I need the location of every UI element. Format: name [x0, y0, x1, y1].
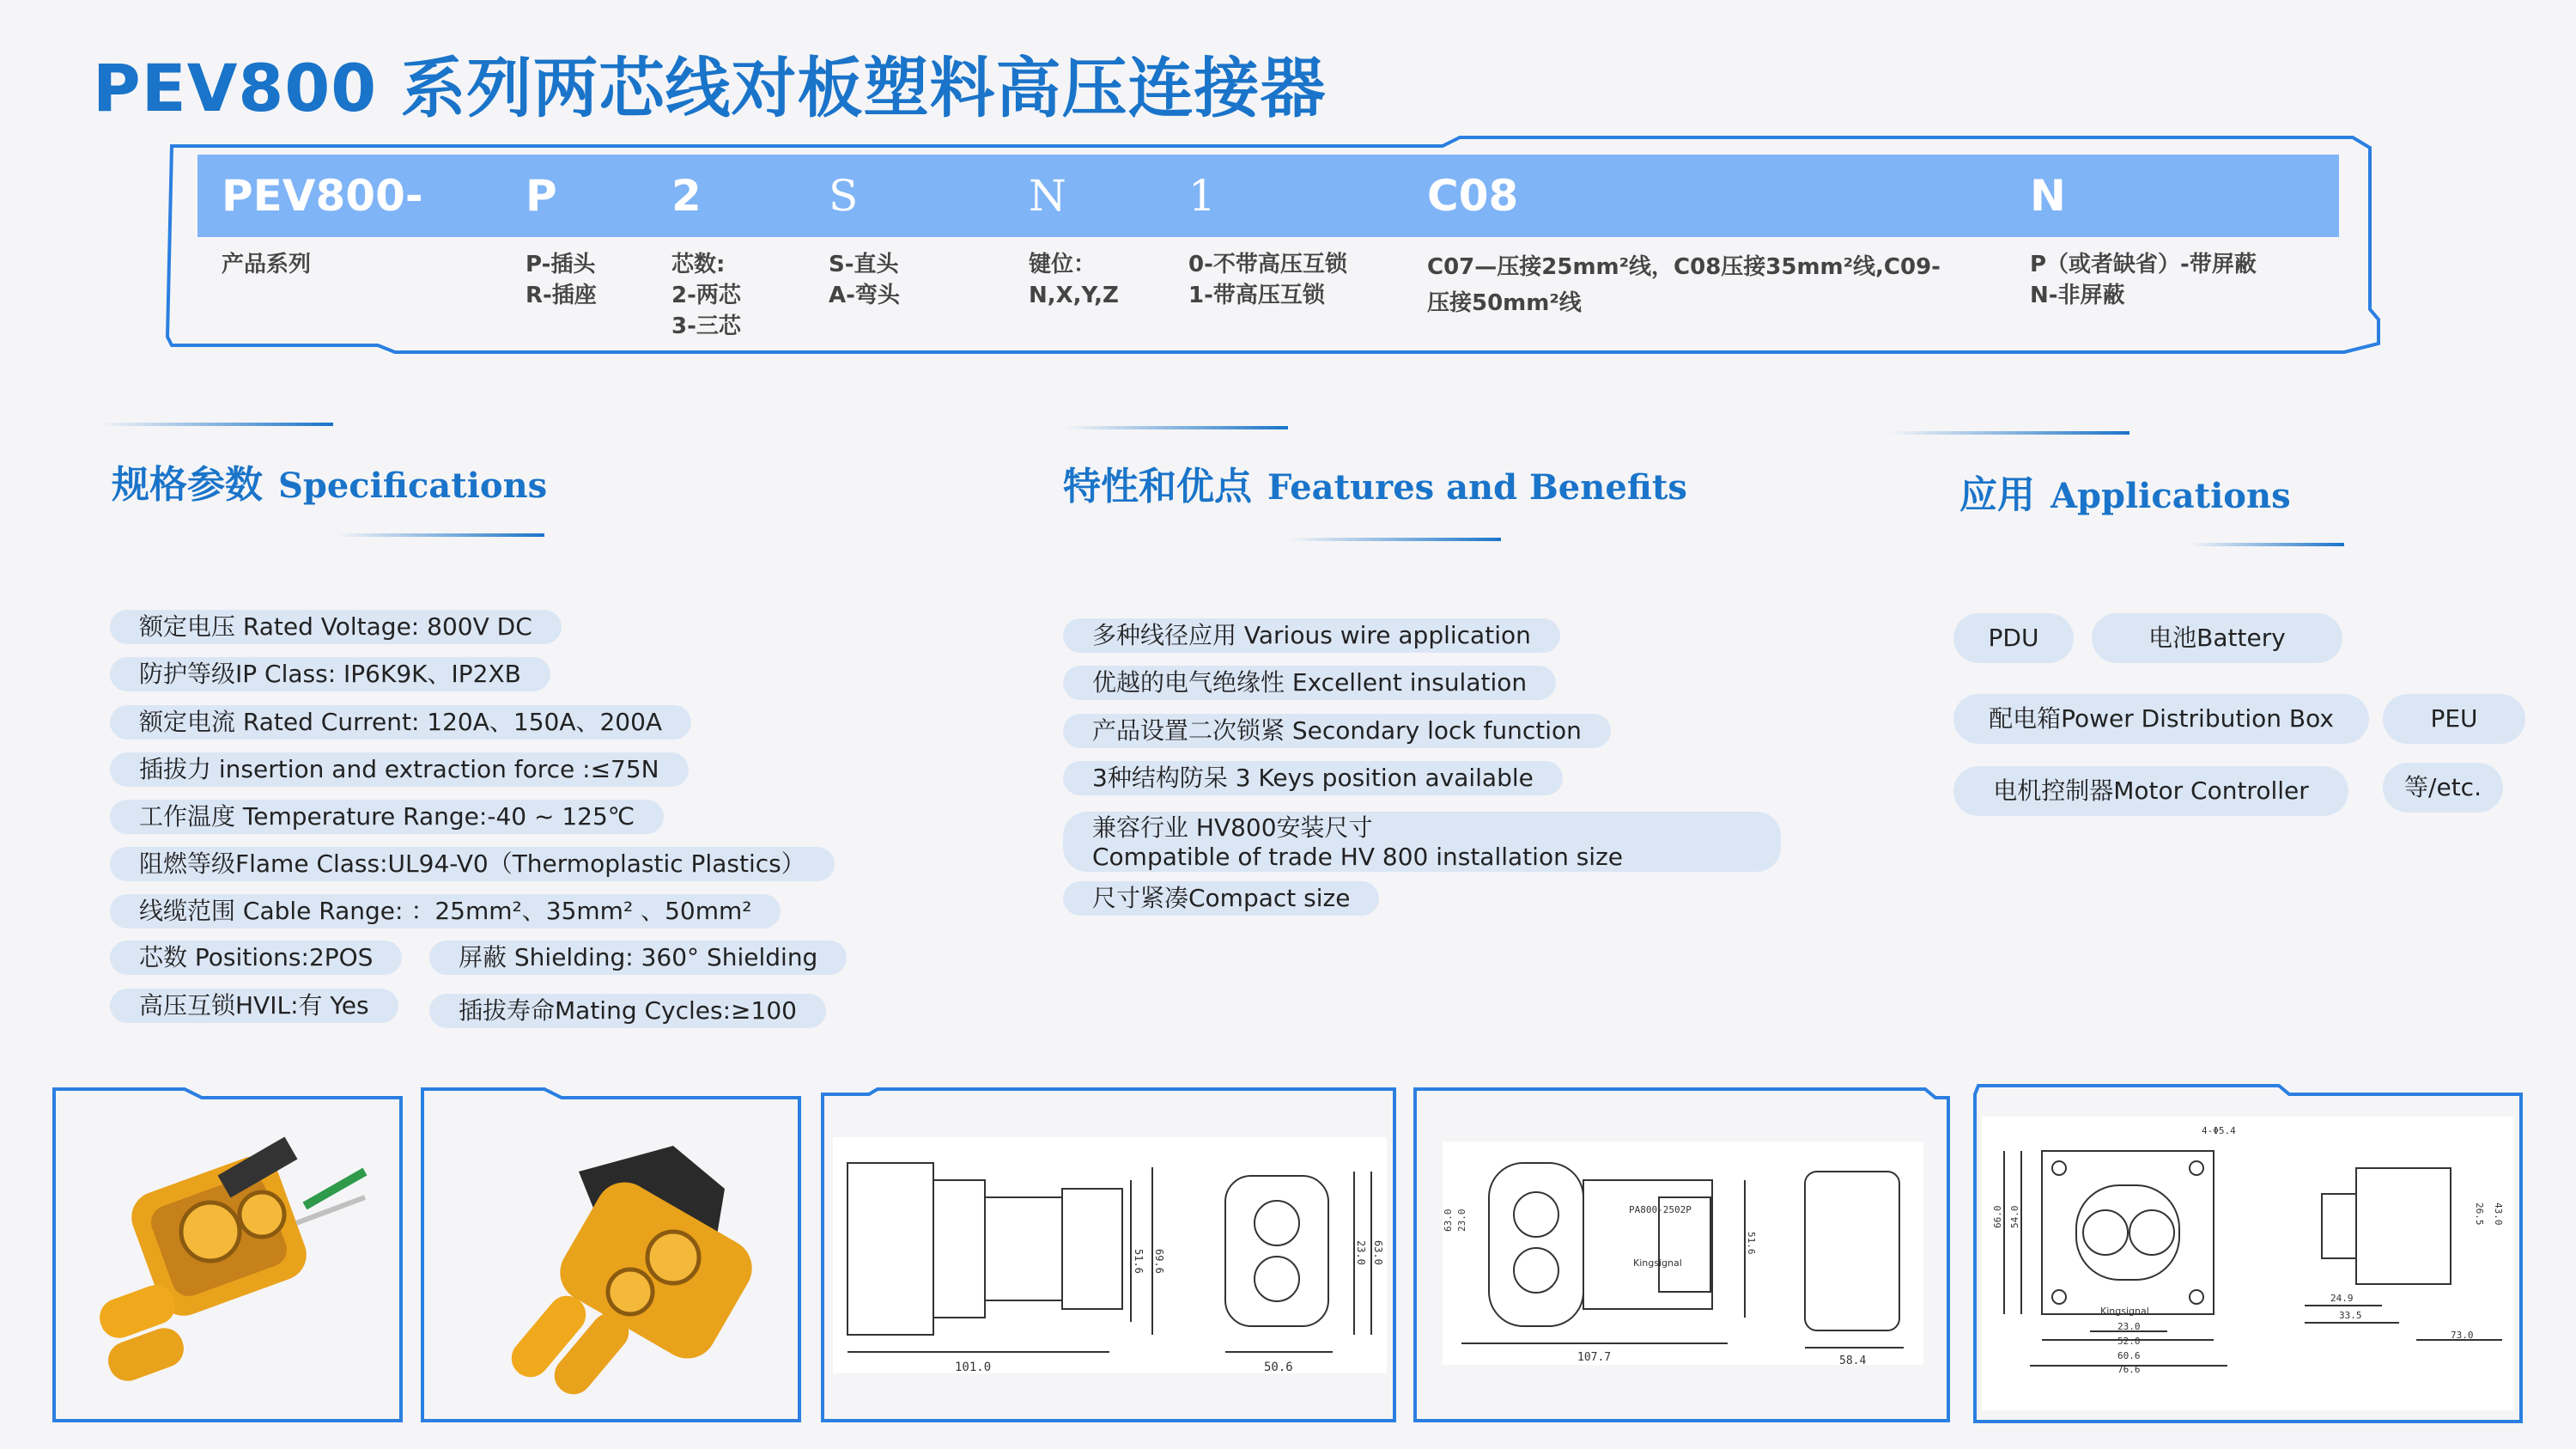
spec-item: 芯数 Positions:2POS: [110, 941, 402, 975]
features-rule-bottom: [1288, 538, 1501, 541]
brand-label: Kingsignal: [1633, 1257, 1682, 1269]
app-item: 电池Battery: [2092, 613, 2342, 663]
specs-rule-top: [100, 423, 333, 426]
feature-item: 产品设置二次锁紧 Secondary lock function: [1063, 714, 1611, 748]
apps-rule-bottom: [2190, 543, 2344, 546]
dim-label: 107.7: [1577, 1351, 1612, 1364]
specs-rule-bottom: [335, 533, 544, 537]
desc-positions: 芯数: 2-两芯 3-三芯: [671, 252, 741, 339]
dim-label: 63.0: [1443, 1209, 1454, 1232]
desc-orientation: S-直头 A-弯头: [829, 252, 900, 308]
spec-item: 插拔寿命Mating Cycles:≥100: [429, 994, 826, 1028]
dim-label: 51.6: [1746, 1232, 1757, 1255]
spec-item: 屏蔽 Shielding: 360° Shielding: [429, 941, 847, 975]
dim-label: 4-Φ5.4: [2202, 1125, 2236, 1136]
code-series: PEV800-: [222, 171, 423, 221]
dim-label: 52.0: [2117, 1336, 2141, 1347]
product-photo-1: [47, 1086, 408, 1425]
code-positions: 2: [671, 171, 702, 221]
code-hvil: 1: [1188, 171, 1216, 221]
dim-label: 101.0: [955, 1361, 992, 1374]
spec-item: 防护等级IP Class: IP6K9K、IP2XB: [110, 657, 550, 691]
dim-label: 26.5: [2474, 1202, 2485, 1226]
dim-label: 24.9: [2330, 1293, 2354, 1304]
dim-label: 73.0: [2451, 1330, 2474, 1341]
feature-item: 多种线径应用 Various wire application: [1063, 618, 1560, 653]
desc-hvil: 0-不带高压互锁 1-带高压互锁: [1188, 252, 1347, 308]
dim-label: 66.0: [1992, 1205, 2003, 1228]
part-number-label: PA800-2502P: [1629, 1204, 1692, 1215]
apps-heading: [1959, 464, 2291, 519]
dim-label: 51.6: [1133, 1249, 1145, 1274]
code-bar: [197, 155, 2339, 237]
app-item: 电机控制器Motor Controller: [1953, 766, 2348, 816]
dim-label: 76.6: [2117, 1364, 2141, 1375]
spec-item: 高压互锁HVIL:有 Yes: [110, 989, 398, 1023]
dim-label: 69.6: [1153, 1249, 1165, 1274]
technical-drawing-2: [1410, 1086, 1955, 1425]
dim-label: 54.0: [2009, 1205, 2020, 1228]
desc-key: 键位： N,X,Y,Z: [1029, 252, 1119, 308]
desc-crimp: C07—压接25mm²线，C08压接35mm²线,C09- 压接50mm²线: [1427, 254, 1941, 316]
feature-item: 尺寸紧凑Compact size: [1063, 881, 1379, 916]
page-title: PEV800 系列两芯线对板塑料高压连接器: [93, 50, 1327, 126]
dim-label: 50.6: [1264, 1361, 1293, 1374]
spec-item: 插拔力 insertion and extraction force :≤75N: [110, 752, 689, 787]
spec-item: 线缆范围 Cable Range: ：25mm²、35mm² 、50mm²: [110, 894, 781, 928]
features-heading-cn: 特性和优点: [1063, 465, 1252, 508]
app-item: 配电箱Power Distribution Box: [1953, 694, 2369, 744]
dim-label: 23.0: [1456, 1209, 1467, 1232]
desc-type: P-插头 R-插座: [526, 252, 597, 308]
dim-label: 60.6: [2117, 1350, 2141, 1361]
dim-label: 63.0: [1372, 1240, 1384, 1265]
features-heading-en: Features and Benefits: [1267, 467, 1687, 508]
desc-shield: P（或者缺省）-带屏蔽 N-非屏蔽: [2030, 252, 2257, 308]
specs-heading-en: Specifications: [278, 466, 548, 506]
code-type: P: [526, 171, 557, 221]
dim-label: 23.0: [2117, 1321, 2141, 1332]
app-item: PDU: [1953, 613, 2074, 663]
feature-item: 优越的电气绝缘性 Excellent insulation: [1063, 666, 1556, 700]
features-heading: [1063, 455, 1687, 510]
product-photo-2: [416, 1086, 806, 1425]
specs-heading: [112, 454, 547, 508]
brand-label: Kingsignal: [2100, 1306, 2149, 1317]
desc-series: 产品系列: [222, 252, 312, 277]
app-item: PEU: [2383, 694, 2525, 744]
dim-label: 23.0: [1355, 1240, 1367, 1265]
apps-heading-cn: 应用: [1959, 473, 2035, 517]
dim-label: 58.4: [1839, 1355, 1867, 1367]
dim-label: 33.5: [2339, 1310, 2362, 1321]
technical-drawing-1: [817, 1086, 1401, 1425]
spec-item: 额定电流 Rated Current: 120A、150A、200A: [110, 705, 691, 740]
apps-heading-en: Applications: [2050, 476, 2291, 516]
app-item: 等/etc.: [2383, 763, 2503, 813]
code-orientation: S: [829, 171, 859, 221]
specs-heading-cn: 规格参数: [112, 463, 263, 507]
dim-label: 43.0: [2493, 1202, 2504, 1226]
spec-item: 工作温度 Temperature Range:-40 ~ 125℃: [110, 800, 664, 834]
code-shield: N: [2030, 171, 2066, 221]
code-crimp: C08: [1427, 171, 1519, 221]
feature-item: 兼容行业 HV800安装尺寸 Compatible of trade HV 800 installation size: [1063, 812, 1781, 872]
spec-item: 阻燃等级Flame Class:UL94-V0（Thermoplastic Plastics）: [110, 847, 835, 881]
code-key: N: [1029, 171, 1066, 221]
technical-drawing-3: [1970, 1082, 2528, 1426]
apps-rule-top: [1889, 431, 2129, 435]
features-rule-top: [1065, 426, 1288, 429]
spec-item: 额定电压 Rated Voltage: 800V DC: [110, 610, 562, 644]
feature-item: 3种结构防呆 3 Keys position available: [1063, 761, 1563, 795]
